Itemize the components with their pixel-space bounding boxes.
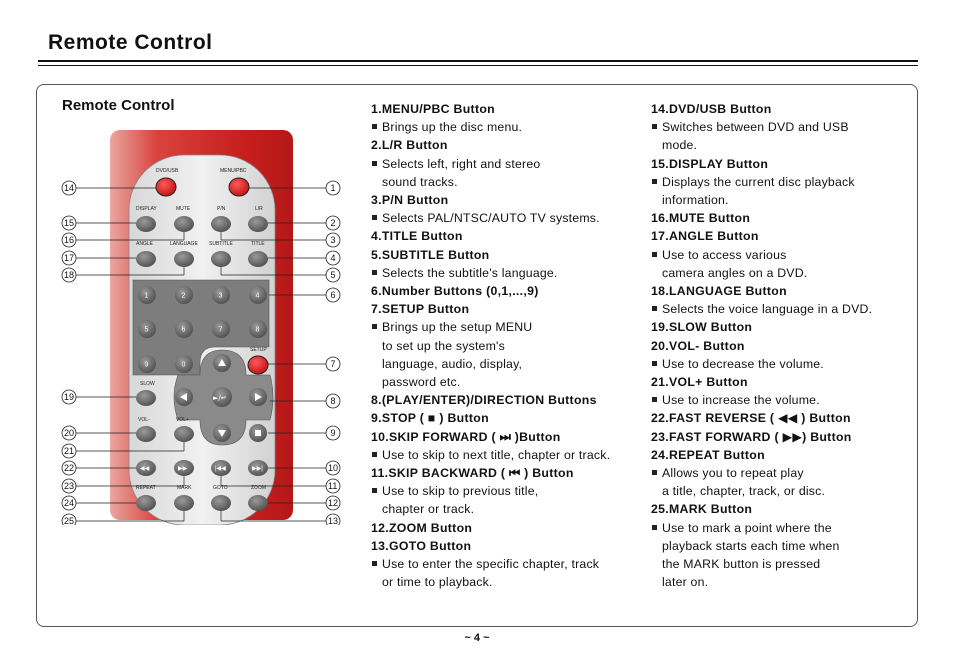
vol-minus-button[interactable] — [136, 426, 156, 442]
lr-label: L/R — [255, 206, 263, 212]
vol-plus-label: VOL+ — [176, 417, 189, 423]
item-description: Displays the current disc playback — [651, 173, 911, 191]
item-description: Use to mark a point where the — [651, 519, 911, 537]
pn-label: P/N — [217, 206, 226, 212]
fast-reverse-icon: ◀◀ — [140, 466, 150, 472]
digit-5-text: 5 — [144, 326, 149, 334]
digit-0-text: 0 — [181, 361, 186, 369]
callout-7: 7 — [330, 359, 336, 369]
item-description: Use to skip to previous title, — [371, 482, 641, 500]
callout-20: 20 — [64, 428, 75, 438]
skip-forward-icon: ▶▶| — [252, 466, 263, 472]
slow-label: SLOW — [140, 381, 155, 387]
slow-button[interactable] — [136, 390, 156, 406]
item-description: Brings up the disc menu. — [371, 118, 641, 136]
item-heading: 7.SETUP Button — [371, 302, 470, 317]
item-heading: 21.VOL+ Button — [651, 375, 748, 390]
item-heading: 6.Number Buttons (0,1,...,9) — [371, 284, 539, 299]
remote-illustration — [50, 125, 350, 525]
vol-plus-button[interactable] — [174, 426, 194, 442]
zoom-label: ZOOM — [251, 485, 266, 491]
item-description: Use to access various — [651, 246, 911, 264]
mark-label: MARK — [177, 485, 192, 491]
item-description: to set up the system's — [382, 338, 505, 353]
subtitle-label: SUBTITLE — [209, 241, 233, 247]
callout-19: 19 — [64, 392, 75, 402]
item-description: password etc. — [382, 375, 461, 390]
item-description: Selects left, right and stereo — [371, 155, 641, 173]
dvd-usb-label: DVD/USB — [156, 168, 179, 174]
goto-button[interactable] — [211, 495, 231, 511]
item-heading: 2.L/R Button — [371, 138, 448, 153]
item-description: language, audio, display, — [382, 356, 523, 371]
digit-9-text: 9 — [144, 361, 149, 369]
item-description: Allows you to repeat play — [651, 464, 911, 482]
item-heading: 8.(PLAY/ENTER)/DIRECTION Buttons — [371, 393, 597, 408]
title-button[interactable] — [248, 251, 268, 267]
angle-label: ANGLE — [136, 241, 153, 247]
digit-8-text: 8 — [255, 326, 260, 334]
callout-24: 24 — [64, 498, 75, 508]
callout-5: 5 — [330, 270, 336, 280]
callout-3: 3 — [330, 235, 336, 245]
left-callout-circles — [62, 181, 76, 525]
item-description: the MARK button is pressed — [662, 557, 821, 572]
zoom-button[interactable] — [248, 495, 268, 511]
item-description: sound tracks. — [382, 174, 458, 189]
title-rule — [38, 60, 918, 62]
item-description: a title, chapter, track, or disc. — [662, 484, 826, 499]
display-label: DISPLAY — [136, 206, 157, 212]
mute-label: MUTE — [176, 206, 191, 212]
subtitle-button[interactable] — [211, 251, 231, 267]
setup-label: SETUP — [250, 347, 267, 353]
skip-backward-icon: |◀◀ — [215, 466, 226, 472]
dvd-usb-button[interactable] — [156, 178, 176, 196]
item-heading: 24.REPEAT Button — [651, 447, 765, 462]
description-column-1 — [371, 100, 641, 591]
fast-forward-icon: ▶▶ — [178, 466, 188, 472]
item-heading: 23.FAST FORWARD ( ▶▶) Button — [651, 429, 852, 444]
vol-minus-label: VOL- — [138, 417, 150, 423]
callout-11: 11 — [328, 481, 338, 491]
digit-3-text: 3 — [218, 292, 223, 300]
pn-button[interactable] — [211, 216, 231, 232]
item-description: or time to playback. — [382, 575, 493, 590]
callout-12: 12 — [328, 498, 339, 508]
setup-button[interactable] — [248, 356, 268, 374]
menu-pbc-button[interactable] — [229, 178, 249, 196]
digit-6-text: 6 — [181, 326, 186, 334]
item-description: Use to skip to next title, chapter or track. — [371, 446, 641, 464]
title-rule-thin — [38, 65, 918, 66]
language-label: LANGUAGE — [170, 241, 198, 247]
mark-button[interactable] — [174, 495, 194, 511]
callout-21: 21 — [64, 446, 75, 456]
callout-25: 25 — [64, 516, 75, 525]
language-button[interactable] — [174, 251, 194, 267]
item-description: Use to enter the specific chapter, track — [371, 555, 641, 573]
page-title: Remote Control — [48, 31, 213, 54]
display-button[interactable] — [136, 216, 156, 232]
item-description: information. — [662, 193, 729, 208]
item-heading: 1.MENU/PBC Button — [371, 102, 495, 116]
item-description: Use to increase the volume. — [651, 391, 911, 409]
digit-7-text: 7 — [218, 326, 223, 334]
stop-icon — [255, 430, 261, 436]
page-number: ~ 4 ~ — [464, 632, 490, 644]
callout-2: 2 — [330, 218, 336, 228]
item-heading: 10.SKIP FORWARD ( ⏭ )Button — [371, 429, 561, 444]
item-heading: 12.ZOOM Button — [371, 520, 473, 535]
digit-2-text: 2 — [181, 292, 186, 300]
callout-15: 15 — [64, 218, 75, 228]
item-description: Selects PAL/NTSC/AUTO TV systems. — [371, 209, 641, 227]
item-description: playback starts each time when — [662, 538, 840, 553]
play-enter-icon: ►/↵ — [213, 394, 227, 402]
item-description: later on. — [662, 575, 709, 590]
item-heading: 22.FAST REVERSE ( ◀◀ ) Button — [651, 411, 851, 426]
item-heading: 16.MUTE Button — [651, 211, 751, 226]
callout-9: 9 — [330, 428, 336, 438]
item-description: Use to decrease the volume. — [651, 355, 911, 373]
repeat-label: REPEAT — [136, 485, 156, 491]
digit-4-text: 4 — [255, 292, 260, 300]
item-heading: 17.ANGLE Button — [651, 229, 759, 244]
callout-13: 13 — [328, 516, 339, 525]
item-description: Selects the voice language in a DVD. — [651, 300, 911, 318]
callout-23: 23 — [64, 481, 75, 491]
item-heading: 18.LANGUAGE Button — [651, 284, 787, 299]
callout-4: 4 — [330, 253, 336, 263]
item-description: Selects the subtitle's language. — [371, 264, 641, 282]
item-heading: 9.STOP ( ■ ) Button — [371, 411, 489, 426]
panel-title: Remote Control — [62, 97, 175, 114]
callout-16: 16 — [64, 235, 75, 245]
callout-1: 1 — [330, 183, 336, 193]
goto-label: GOTO — [213, 485, 228, 491]
item-description: chapter or track. — [382, 502, 475, 517]
callout-8: 8 — [330, 396, 336, 406]
callout-6: 6 — [330, 290, 336, 300]
mute-button[interactable] — [174, 216, 194, 232]
right-callout-circles — [326, 181, 340, 525]
angle-button[interactable] — [136, 251, 156, 267]
item-heading: 15.DISPLAY Button — [651, 156, 769, 171]
item-description: mode. — [662, 138, 698, 153]
digit-1-text: 1 — [144, 292, 149, 300]
lr-button[interactable] — [248, 216, 268, 232]
menu-pbc-label: MENU/PBC — [220, 168, 247, 174]
item-heading: 13.GOTO Button — [371, 538, 472, 553]
repeat-button[interactable] — [136, 495, 156, 511]
callout-18: 18 — [64, 270, 75, 280]
item-description: Switches between DVD and USB — [651, 118, 911, 136]
callout-17: 17 — [64, 253, 75, 263]
item-heading: 4.TITLE Button — [371, 229, 463, 244]
callout-10: 10 — [328, 463, 339, 473]
callout-22: 22 — [64, 463, 75, 473]
item-heading: 11.SKIP BACKWARD ( ⏮ ) Button — [371, 466, 574, 481]
item-heading: 5.SUBTITLE Button — [371, 247, 490, 262]
item-heading: 3.P/N Button — [371, 193, 449, 208]
title-label: TITLE — [251, 241, 265, 247]
description-column-2 — [651, 100, 911, 591]
item-heading: 19.SLOW Button — [651, 320, 753, 335]
item-description: Brings up the setup MENU — [371, 318, 641, 336]
item-heading: 20.VOL- Button — [651, 338, 745, 353]
item-heading: 14.DVD/USB Button — [651, 102, 772, 116]
item-description: camera angles on a DVD. — [662, 265, 808, 280]
callout-14: 14 — [64, 183, 75, 193]
item-heading: 25.MARK Button — [651, 502, 753, 517]
